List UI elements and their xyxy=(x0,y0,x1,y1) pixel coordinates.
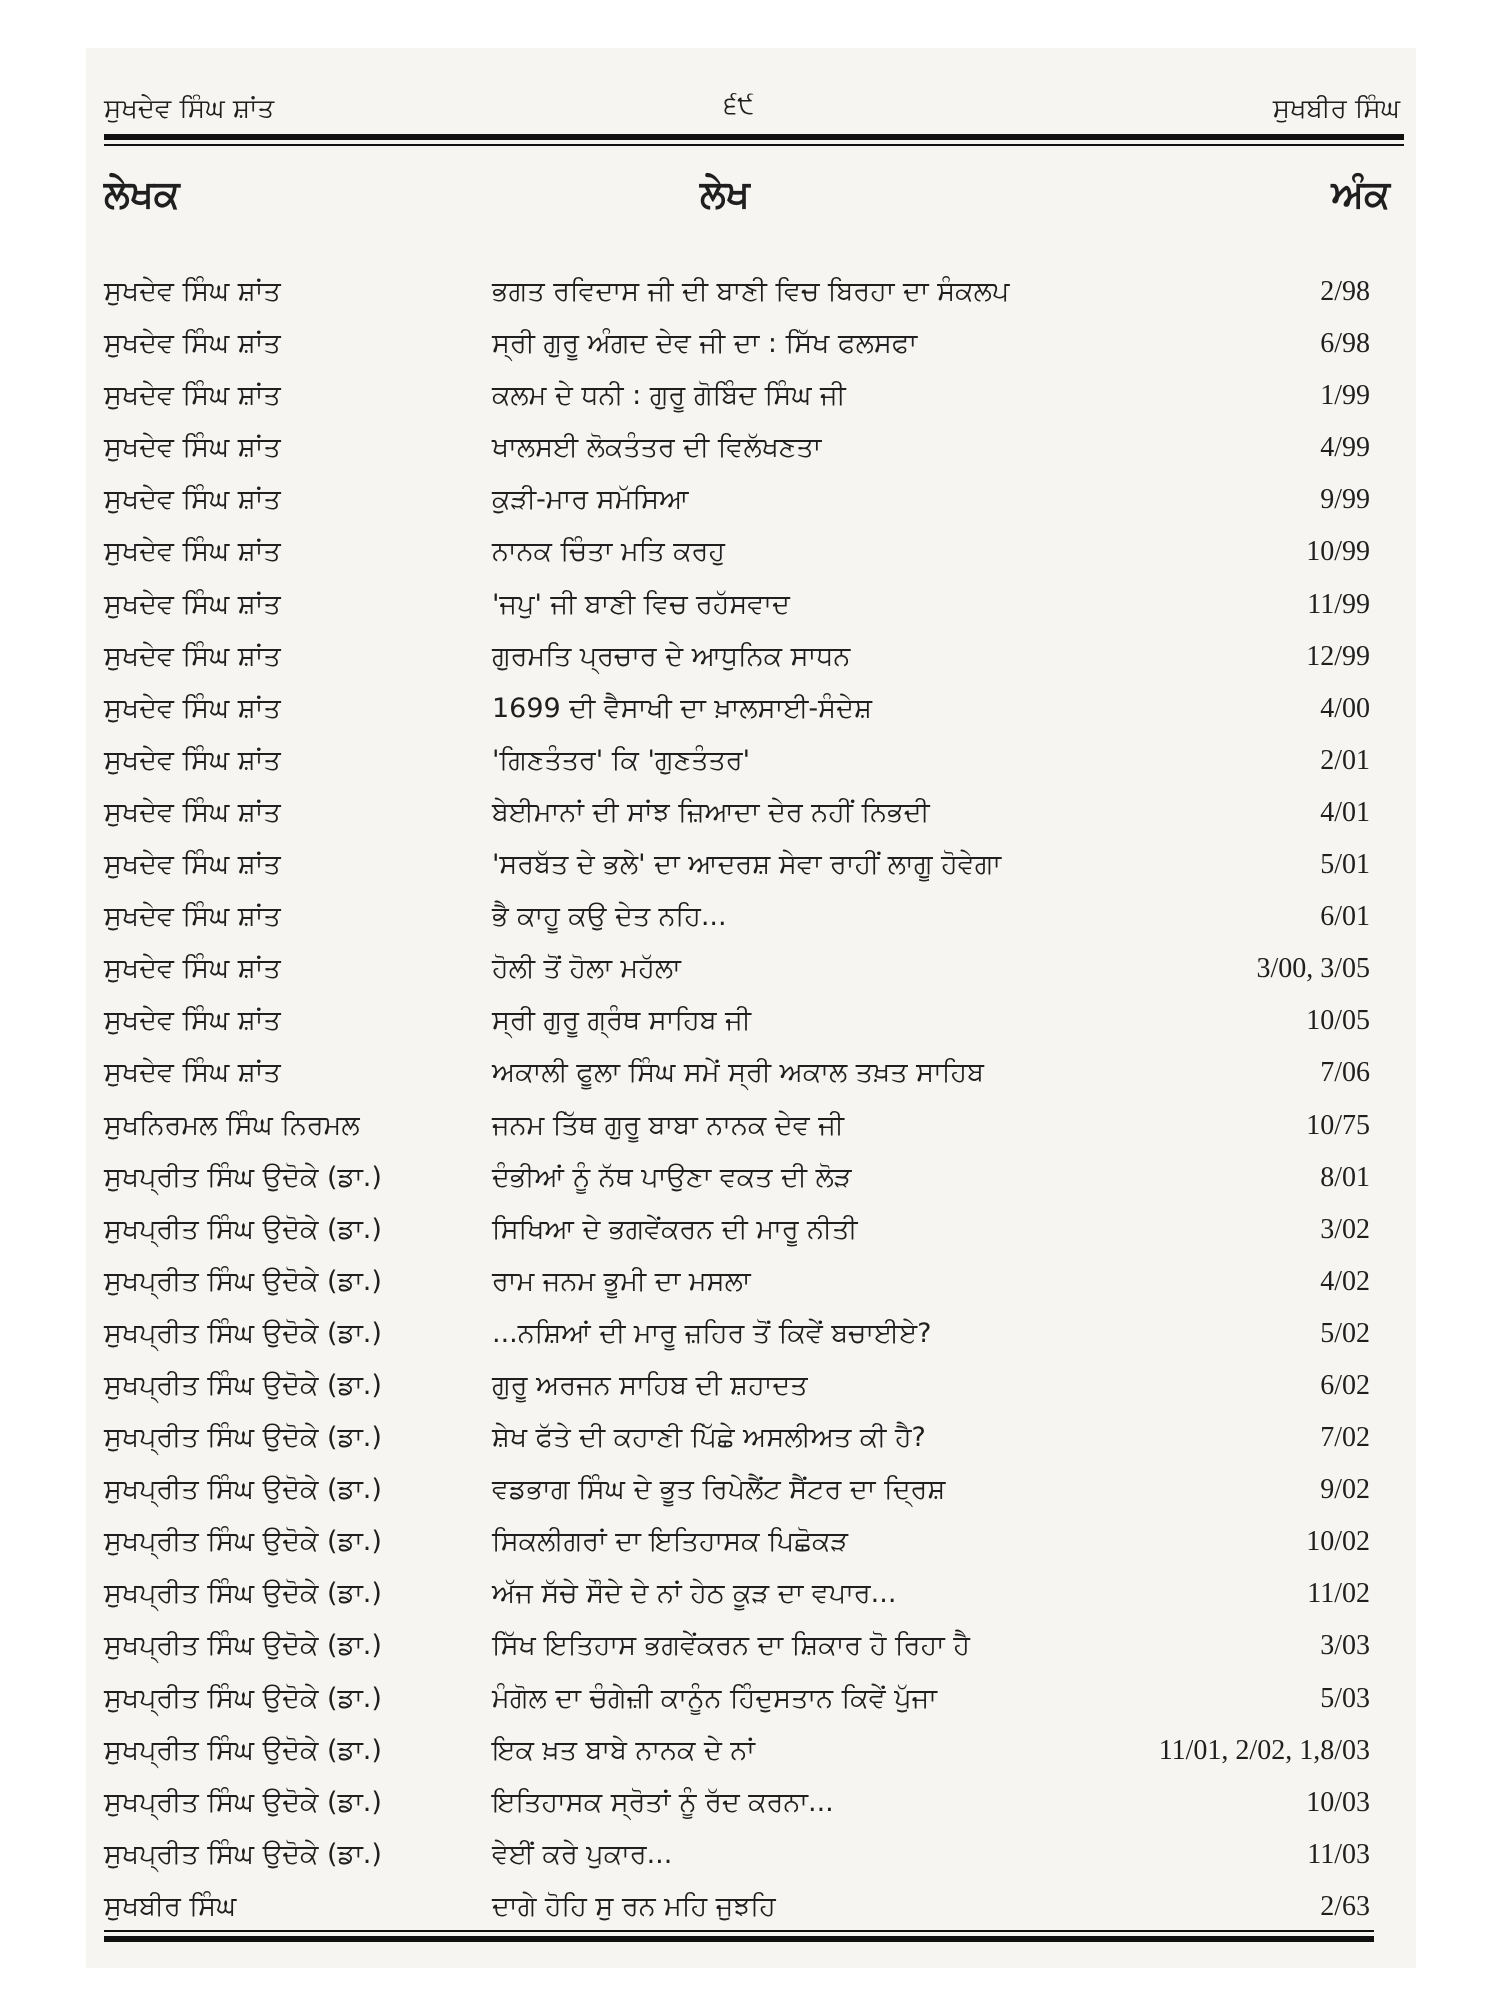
row-issue: 5/01 xyxy=(1320,849,1370,881)
row-author: ਸੁਖਦੇਵ ਸਿੰਘ ਸ਼ਾਂਤ xyxy=(104,640,281,672)
row-author: ਸੁਖਦੇਵ ਸਿੰਘ ਸ਼ਾਂਤ xyxy=(104,484,281,516)
row-author: ਸੁਖਪ੍ਰੀਤ ਸਿੰਘ ਉਦੋਕੇ (ਡਾ.) xyxy=(104,1682,382,1714)
table-row xyxy=(104,266,1370,318)
row-author: ਸੁਖਪ੍ਰੀਤ ਸਿੰਘ ਉਦੋਕੇ (ਡਾ.) xyxy=(104,1265,382,1297)
row-author: ਸੁਖਪ੍ਰੀਤ ਸਿੰਘ ਉਦੋਕੇ (ਡਾ.) xyxy=(104,1317,382,1349)
row-issue: 5/02 xyxy=(1320,1317,1370,1349)
row-issue: 4/99 xyxy=(1320,432,1370,464)
row-author: ਸੁਖਦੇਵ ਸਿੰਘ ਸ਼ਾਂਤ xyxy=(104,953,281,985)
table-row xyxy=(104,1516,1370,1568)
row-author: ਸੁਖਦੇਵ ਸਿੰਘ ਸ਼ਾਂਤ xyxy=(104,901,281,933)
row-title: ਨਾਨਕ ਚਿੰਤਾ ਮਤਿ ਕਰਹੁ xyxy=(492,536,725,568)
row-title: ਸ੍ਰੀ ਗੁਰੂ ਅੰਗਦ ਦੇਵ ਜੀ ਦਾ : ਸਿੱਖ ਫਲਸਫਾ xyxy=(492,328,918,360)
footer-rule-thick xyxy=(104,1936,1374,1942)
row-issue: 6/02 xyxy=(1320,1369,1370,1401)
row-title: ਅੱਜ ਸੱਚੇ ਸੌਦੇ ਦੇ ਨਾਂ ਹੇਠ ਕੂੜ ਦਾ ਵਪਾਰ... xyxy=(492,1578,897,1610)
row-issue: 10/03 xyxy=(1306,1786,1370,1818)
row-title: ਸ੍ਰੀ ਗੁਰੂ ਗ੍ਰੰਥ ਸਾਹਿਬ ਜੀ xyxy=(492,1005,751,1037)
row-issue: 7/02 xyxy=(1320,1422,1370,1454)
row-title: ਭਗਤ ਰਵਿਦਾਸ ਜੀ ਦੀ ਬਾਣੀ ਵਿਚ ਬਿਰਹਾ ਦਾ ਸੰਕਲਪ xyxy=(492,276,1010,307)
row-title: ਅਕਾਲੀ ਫੂਲਾ ਸਿੰਘ ਸਮੇਂ ਸ੍ਰੀ ਅਕਾਲ ਤਖ਼ਤ ਸਾਹਿਬ xyxy=(492,1057,984,1089)
header-right: ਸੁਖਬੀਰ ਸਿੰਘ xyxy=(1272,94,1400,124)
row-author: ਸੁਖਪ੍ਰੀਤ ਸਿੰਘ ਉਦੋਕੇ (ਡਾ.) xyxy=(104,1578,382,1610)
row-issue: 5/03 xyxy=(1320,1682,1370,1714)
row-author: ਸੁਖਪ੍ਰੀਤ ਸਿੰਘ ਉਦੋਕੇ (ਡਾ.) xyxy=(104,1838,382,1870)
row-issue: 3/02 xyxy=(1320,1213,1370,1245)
table-row xyxy=(104,370,1370,422)
row-author: ਸੁਖਪ੍ਰੀਤ ਸਿੰਘ ਉਦੋਕੇ (ਡਾ.) xyxy=(104,1474,382,1506)
row-title: ਸਿਕਲੀਗਰਾਂ ਦਾ ਇਤਿਹਾਸਕ ਪਿਛੋਕੜ xyxy=(492,1526,848,1558)
table-row xyxy=(104,995,1370,1047)
table-row xyxy=(104,422,1370,474)
row-issue: 4/00 xyxy=(1320,692,1370,724)
row-author: ਸੁਖਪ੍ਰੀਤ ਸਿੰਘ ਉਦੋਕੇ (ਡਾ.) xyxy=(104,1630,382,1662)
column-header-author: ਲੇਖਕ xyxy=(104,172,180,216)
row-issue: 10/75 xyxy=(1306,1109,1370,1141)
row-title: ਗੁਰਮਤਿ ਪ੍ਰਚਾਰ ਦੇ ਆਧੁਨਿਕ ਸਾਧਨ xyxy=(492,640,851,672)
row-author: ਸੁਖਦੇਵ ਸਿੰਘ ਸ਼ਾਂਤ xyxy=(104,1005,281,1037)
table-row xyxy=(104,474,1370,526)
row-title: ਵੇਈਂ ਕਰੇ ਪੁਕਾਰ... xyxy=(492,1838,673,1870)
row-title: ਰਾਮ ਜਨਮ ਭੂਮੀ ਦਾ ਮਸਲਾ xyxy=(492,1265,751,1297)
table-row xyxy=(104,1829,1370,1881)
row-issue: 4/02 xyxy=(1320,1265,1370,1297)
row-issue: 3/00, 3/05 xyxy=(1256,953,1370,985)
row-title: ਜਨਮ ਤਿੱਥ ਗੁਰੂ ਬਾਬਾ ਨਾਨਕ ਦੇਵ ਜੀ xyxy=(492,1109,844,1141)
table-row xyxy=(104,1047,1370,1099)
table-row xyxy=(104,1881,1370,1933)
row-issue: 10/02 xyxy=(1306,1526,1370,1558)
row-author: ਸੁਖਦੇਵ ਸਿੰਘ ਸ਼ਾਂਤ xyxy=(104,536,281,568)
row-title: ਦਾਗੇ ਹੋਹਿ ਸੁ ਰਨ ਮਹਿ ਜੁਝਹਿ xyxy=(492,1890,776,1922)
table-row xyxy=(104,526,1370,578)
table-row xyxy=(104,683,1370,735)
table-row xyxy=(104,1725,1370,1777)
row-issue: 10/99 xyxy=(1306,536,1370,568)
running-header xyxy=(104,88,1400,128)
row-title: ਭੈ ਕਾਹੂ ਕਉ ਦੇਤ ਨਹਿ... xyxy=(492,901,727,933)
row-issue: 4/01 xyxy=(1320,796,1370,828)
row-issue: 12/99 xyxy=(1306,640,1370,672)
row-author: ਸੁਖਦੇਵ ਸਿੰਘ ਸ਼ਾਂਤ xyxy=(104,1057,281,1089)
row-author: ਸੁਖਪ੍ਰੀਤ ਸਿੰਘ ਉਦੋਕੇ (ਡਾ.) xyxy=(104,1526,382,1558)
row-title: 'ਸਰਬੱਤ ਦੇ ਭਲੇ' ਦਾ ਆਦਰਸ਼ ਸੇਵਾ ਰਾਹੀਂ ਲਾਗੂ ਹੋਵੇਗਾ xyxy=(492,849,1002,881)
row-author: ਸੁਖਬੀਰ ਸਿੰਘ xyxy=(104,1890,237,1922)
row-author: ਸੁਖਦੇਵ ਸਿੰਘ ਸ਼ਾਂਤ xyxy=(104,744,281,776)
row-author: ਸੁਖਪ੍ਰੀਤ ਸਿੰਘ ਉਦੋਕੇ (ਡਾ.) xyxy=(104,1161,382,1193)
row-issue: 11/99 xyxy=(1307,588,1370,620)
row-issue: 2/63 xyxy=(1320,1890,1370,1922)
row-title: ...ਨਸ਼ਿਆਂ ਦੀ ਮਾਰੂ ਜ਼ਹਿਰ ਤੋਂ ਕਿਵੇਂ ਬਚਾਈਏ? xyxy=(492,1317,932,1349)
row-issue: 2/01 xyxy=(1320,744,1370,776)
table-row xyxy=(104,1464,1370,1516)
row-issue: 3/03 xyxy=(1320,1630,1370,1662)
row-author: ਸੁਖਦੇਵ ਸਿੰਘ ਸ਼ਾਂਤ xyxy=(104,849,281,881)
row-title: ਮੰਗੋਲ ਦਾ ਚੰਗੇਜ਼ੀ ਕਾਨੂੰਨ ਹਿੰਦੁਸਤਾਨ ਕਿਵੇਂ ਪੁੱਜਾ xyxy=(492,1682,937,1714)
row-issue: 1/99 xyxy=(1320,380,1370,412)
row-title: ਇਤਿਹਾਸਕ ਸ੍ਰੋਤਾਂ ਨੂੰ ਰੱਦ ਕਰਨਾ... xyxy=(492,1786,834,1818)
row-issue: 11/01, 2/02, 1,8/03 xyxy=(1158,1734,1370,1766)
row-title: 'ਗਿਣਤੰਤਰ' ਕਿ 'ਗੁਣਤੰਤਰ' xyxy=(492,744,750,776)
column-header-issue: ਅੰਕ xyxy=(1331,172,1390,216)
table-row xyxy=(104,1256,1370,1308)
row-title: 1699 ਦੀ ਵੈਸਾਖੀ ਦਾ ਖ਼ਾਲਸਾਈ-ਸੰਦੇਸ਼ xyxy=(492,692,872,724)
table-row xyxy=(104,839,1370,891)
table-row xyxy=(104,1412,1370,1464)
row-issue: 9/02 xyxy=(1320,1474,1370,1506)
header-rule-thin xyxy=(104,144,1404,146)
row-author: ਸੁਖਪ੍ਰੀਤ ਸਿੰਘ ਉਦੋਕੇ (ਡਾ.) xyxy=(104,1213,382,1245)
table-row xyxy=(104,1360,1370,1412)
index-table xyxy=(104,266,1370,1933)
table-row xyxy=(104,631,1370,683)
table-row xyxy=(104,891,1370,943)
row-author: ਸੁਖਦੇਵ ਸਿੰਘ ਸ਼ਾਂਤ xyxy=(104,380,281,412)
table-row xyxy=(104,318,1370,370)
table-row xyxy=(104,735,1370,787)
table-row xyxy=(104,579,1370,631)
row-title: ਕਲਮ ਦੇ ਧਨੀ : ਗੁਰੂ ਗੋਬਿੰਦ ਸਿੰਘ ਜੀ xyxy=(492,380,846,412)
table-row xyxy=(104,787,1370,839)
row-issue: 9/99 xyxy=(1320,484,1370,516)
row-author: ਸੁਖਪ੍ਰੀਤ ਸਿੰਘ ਉਦੋਕੇ (ਡਾ.) xyxy=(104,1734,382,1766)
row-author: ਸੁਖਦੇਵ ਸਿੰਘ ਸ਼ਾਂਤ xyxy=(104,692,281,724)
row-author: ਸੁਖਨਿਰਮਲ ਸਿੰਘ ਨਿਰਮਲ xyxy=(104,1109,360,1141)
row-title: ਗੁਰੂ ਅਰਜਨ ਸਾਹਿਬ ਦੀ ਸ਼ਹਾਦਤ xyxy=(492,1369,808,1401)
row-title: ਵਡਭਾਗ ਸਿੰਘ ਦੇ ਭੂਤ ਰਿਪੇਲੈਂਟ ਸੈਂਟਰ ਦਾ ਦ੍ਰਿਸ਼ xyxy=(492,1474,946,1506)
footer-rule-thin xyxy=(104,1930,1374,1932)
column-header-title: ਲੇਖ xyxy=(700,172,750,216)
table-row xyxy=(104,1777,1370,1829)
table-row xyxy=(104,943,1370,995)
row-title: ਦੰਭੀਆਂ ਨੂੰ ਨੱਥ ਪਾਉਣਾ ਵਕਤ ਦੀ ਲੋੜ xyxy=(492,1161,852,1193)
table-row xyxy=(104,1100,1370,1152)
row-issue: 11/03 xyxy=(1307,1838,1370,1870)
row-title: ਸ਼ੇਖ ਫੱਤੇ ਦੀ ਕਹਾਣੀ ਪਿੱਛੇ ਅਸਲੀਅਤ ਕੀ ਹੈ? xyxy=(492,1422,926,1454)
row-issue: 10/05 xyxy=(1306,1005,1370,1037)
row-author: ਸੁਖਦੇਵ ਸਿੰਘ ਸ਼ਾਂਤ xyxy=(104,796,281,828)
row-title: ਸਿੱਖ ਇਤਿਹਾਸ ਭਗਵੇਂਕਰਨ ਦਾ ਸ਼ਿਕਾਰ ਹੋ ਰਿਹਾ ਹੈ xyxy=(492,1630,970,1662)
row-issue: 2/98 xyxy=(1320,276,1370,307)
table-row xyxy=(104,1568,1370,1620)
row-author: ਸੁਖਦੇਵ ਸਿੰਘ ਸ਼ਾਂਤ xyxy=(104,432,281,464)
row-title: ਬੇਈਮਾਨਾਂ ਦੀ ਸਾਂਝ ਜ਼ਿਆਦਾ ਦੇਰ ਨਹੀਂ ਨਿਭਦੀ xyxy=(492,796,930,828)
row-author: ਸੁਖਪ੍ਰੀਤ ਸਿੰਘ ਉਦੋਕੇ (ਡਾ.) xyxy=(104,1422,382,1454)
table-row xyxy=(104,1620,1370,1672)
page-number: ੬੯ xyxy=(724,90,755,120)
row-author: ਸੁਖਦੇਵ ਸਿੰਘ ਸ਼ਾਂਤ xyxy=(104,588,281,620)
row-author: ਸੁਖਪ੍ਰੀਤ ਸਿੰਘ ਉਦੋਕੇ (ਡਾ.) xyxy=(104,1369,382,1401)
row-issue: 11/02 xyxy=(1307,1578,1370,1610)
row-title: ਸਿਖਿਆ ਦੇ ਭਗਵੇਂਕਰਨ ਦੀ ਮਾਰੂ ਨੀਤੀ xyxy=(492,1213,858,1245)
row-title: ਖਾਲਸਈ ਲੋਕਤੰਤਰ ਦੀ ਵਿਲੱਖਣਤਾ xyxy=(492,432,822,464)
table-row xyxy=(104,1673,1370,1725)
row-issue: 6/01 xyxy=(1320,901,1370,933)
row-issue: 7/06 xyxy=(1320,1057,1370,1089)
table-row xyxy=(104,1204,1370,1256)
row-issue: 6/98 xyxy=(1320,328,1370,360)
row-title: 'ਜਪੁ' ਜੀ ਬਾਣੀ ਵਿਚ ਰਹੱਸਵਾਦ xyxy=(492,588,790,620)
row-title: ਕੁੜੀ-ਮਾਰ ਸਮੱਸਿਆ xyxy=(492,484,689,516)
table-row xyxy=(104,1308,1370,1360)
row-title: ਇਕ ਖ਼ਤ ਬਾਬੇ ਨਾਨਕ ਦੇ ਨਾਂ xyxy=(492,1734,755,1766)
row-author: ਸੁਖਦੇਵ ਸਿੰਘ ਸ਼ਾਂਤ xyxy=(104,276,281,307)
row-issue: 8/01 xyxy=(1320,1161,1370,1193)
row-title: ਹੋਲੀ ਤੋਂ ਹੋਲਾ ਮਹੱਲਾ xyxy=(492,953,681,985)
header-left: ਸੁਖਦੇਵ ਸਿੰਘ ਸ਼ਾਂਤ xyxy=(104,94,275,124)
row-author: ਸੁਖਦੇਵ ਸਿੰਘ ਸ਼ਾਂਤ xyxy=(104,328,281,360)
table-row xyxy=(104,1152,1370,1204)
header-rule-thick xyxy=(104,134,1404,140)
row-author: ਸੁਖਪ੍ਰੀਤ ਸਿੰਘ ਉਦੋਕੇ (ਡਾ.) xyxy=(104,1786,382,1818)
